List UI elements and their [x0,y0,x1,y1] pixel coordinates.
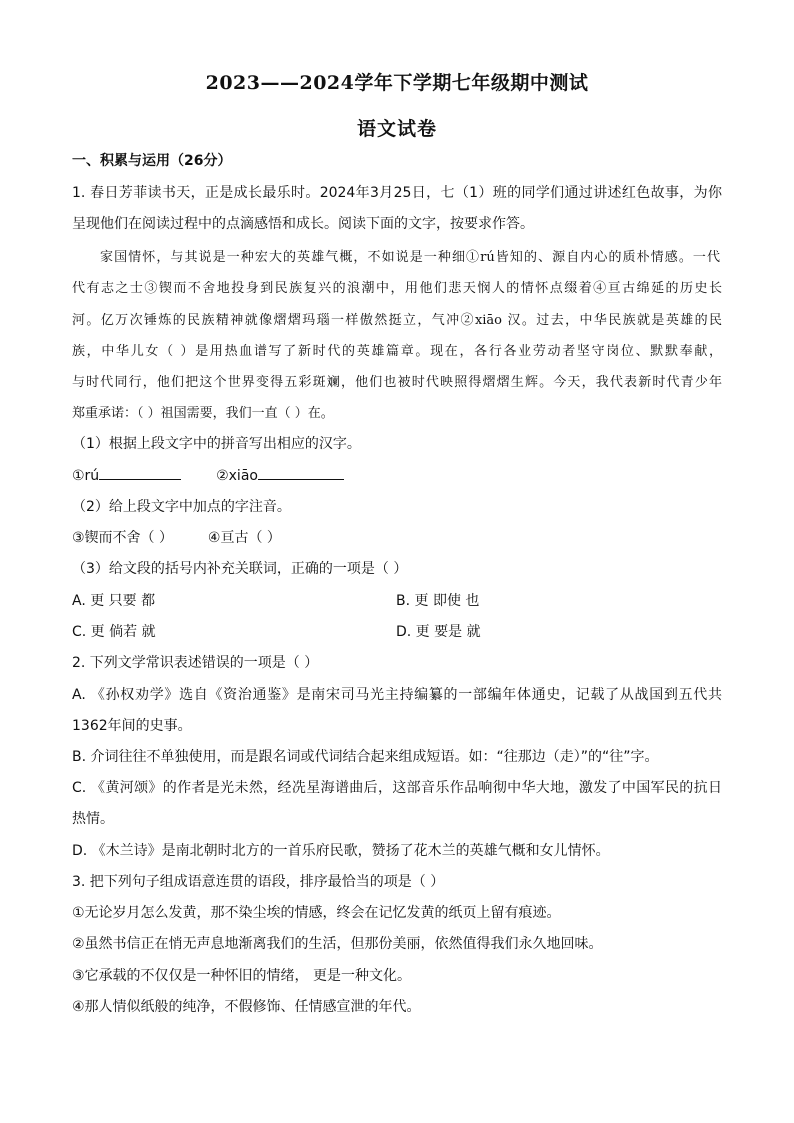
q2-option-a-line2[interactable]: 1362年间的史事。 [72,718,192,734]
q1-sub1: （1）根据上段文字中的拼音写出相应的汉字。 [72,436,361,452]
q1-option-c[interactable]: C. 更 倘若 就 [72,624,156,640]
q2-stem: 2. 下列文学常识表述错误的一项是（ ） [72,655,319,671]
passage-line: 郑重承诺：（ ）祖国需要，我们一直（ ）在。 [72,406,334,421]
q2-option-b[interactable]: B. 介词往往不单独使用，而是跟名词或代词结合起来组成短语。如：“往那边（走）”的“往”字。 [72,749,659,765]
answer-blank-a[interactable] [99,465,181,480]
q2-option-d[interactable]: D. 《木兰诗》是南北朝时北方的一首乐府民歌，赞扬了花木兰的英雄气概和女儿情怀。 [72,843,610,859]
q1-option-a[interactable]: A. 更 只要 都 [72,593,156,609]
q1-sub2-answers [72,527,281,547]
exam-subtitle: 语文试卷 [356,118,437,140]
passage-line: 代有志之士③锲而不舍地投身到民族复兴的浪潮中，用他们悲天悯人的情怀点缀着④亘古绵延的历史长 [72,281,722,296]
q1-intro-line2: 呈现他们在阅读过程中的点滴感悟和成长。阅读下面的文字，按要求作答。 [72,216,534,232]
passage-line: 河。亿万次锤炼的民族精神就像熠熠玛瑙一样傲然挺立，气冲②xiāo 汉。过去，中华民族就是英雄的民 [72,313,722,328]
passage-line: 族，中华儿女（ ）是用热血谱写了新时代的英雄篇章。现在，各行各业劳动者坚守岗位、默默奉献， [72,344,722,359]
q2-option-a-line1[interactable]: A. 《孙权劝学》选自《资治通鉴》是南宋司马光主持编纂的一部编年体通史，记载了从战国到五代共 [72,687,722,703]
q3-sentence-2: ②虽然书信正在悄无声息地渐离我们的生活，但那份美丽，依然值得我们永久地回味。 [72,936,603,952]
q1-sub2: （2）给上段文字中加点的字注音。 [72,499,291,515]
passage-line: 与时代同行，他们把这个世界变得五彩斑斓，他们也被时代映照得熠熠生辉。今天，我代表新时代青少年 [72,375,722,390]
q3-sentence-3: ③它承载的不仅仅是一种怀旧的情绪， 更是一种文化。 [72,968,411,984]
q1-option-d[interactable]: D. 更 要是 就 [396,624,481,640]
passage-line: 家国情怀，与其说是一种宏大的英雄气概，不如说是一种细①rú皆知的、源自内心的质朴情感。一代 [100,250,720,265]
exam-title: 2023——2024学年下学期七年级期中测试 [205,72,589,94]
answer-label-a: ①rú [72,468,100,484]
q3-stem: 3. 把下列句子组成语意连贯的语段，排序最恰当的项是（ ） [72,874,445,890]
q3-sentence-4: ④那人情似纸般的纯净，不假修饰、任情感宣泄的年代。 [72,999,421,1015]
q2-option-c-line2[interactable]: 热情。 [72,811,114,827]
q1-sub1-answers [72,465,344,484]
answer-blank-b[interactable] [258,465,344,480]
q1-intro-line1: 1. 春日芳菲读书天，正是成长最乐时。2024年3月25日，七（1）班的同学们通过讲述红色故事，为你 [72,185,722,201]
q2-option-c-line1[interactable]: C. 《黄河颂》的作者是光未然，经冼星海谱曲后，这部音乐作品响彻中华大地，激发了中国军民的抗日 [72,780,722,796]
q1-sub3: （3）给文段的括号内补充关联词，正确的一项是（ ） [72,561,408,577]
section-heading: 一、积累与运用（26分） [72,153,232,169]
answer-label-b: ②xiāo [216,468,258,484]
q1-option-b[interactable]: B. 更 即使 也 [396,593,480,609]
answer-label-c: ③锲而不舍（ ） [72,530,174,546]
q3-sentence-1: ①无论岁月怎么发黄，那不染尘埃的情感，终会在记忆发黄的纸页上留有痕迹。 [72,905,561,921]
answer-label-d: ④亘古（ ） [207,530,281,546]
